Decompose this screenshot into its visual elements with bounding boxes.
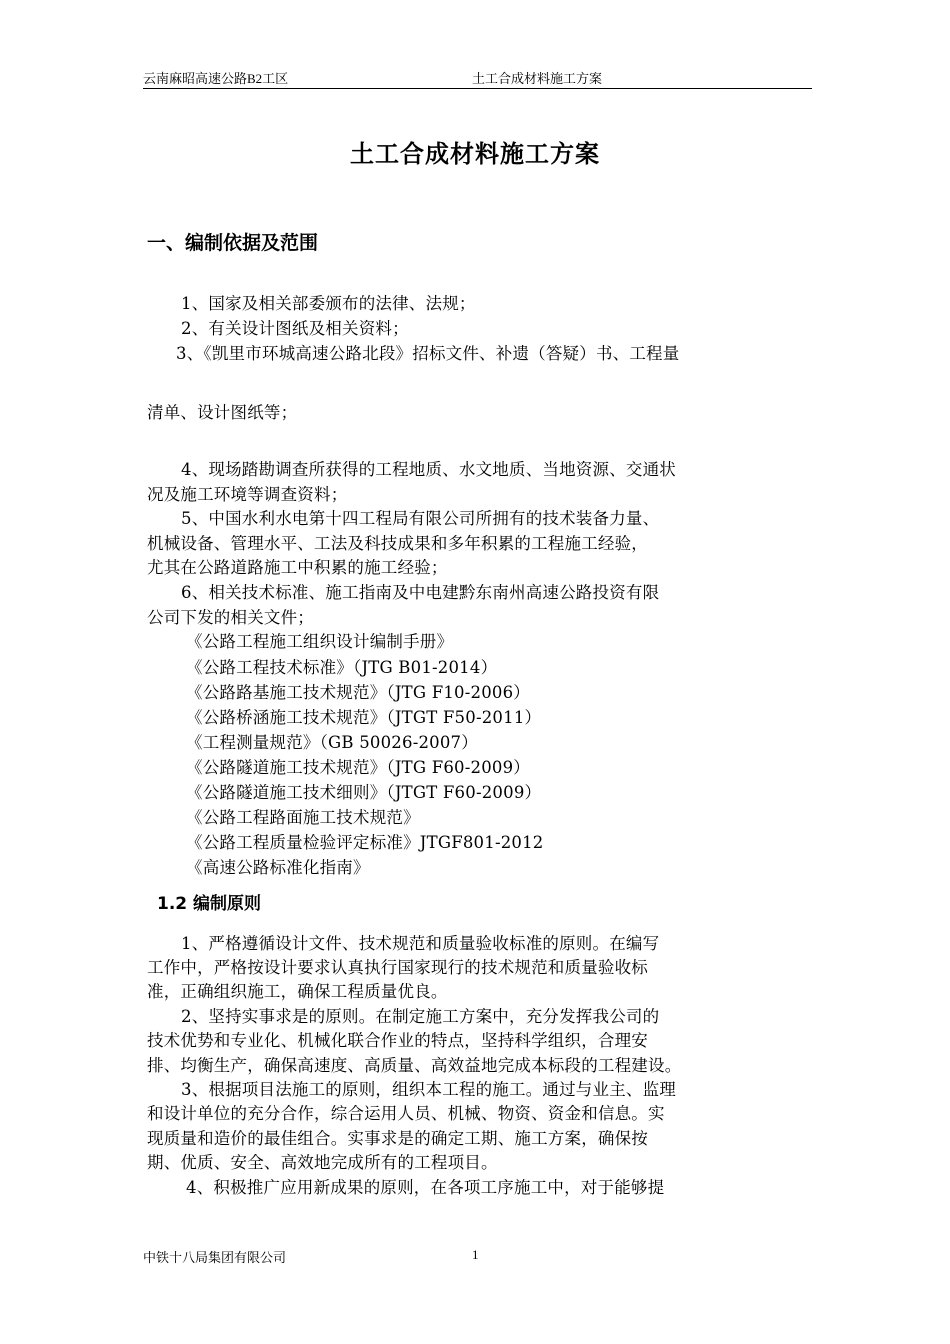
basis-item: 况及施工环境等调查资料； bbox=[147, 485, 348, 504]
basis-item: 6、相关技术标准、施工指南及中电建黔东南州高速公路投资有限 bbox=[181, 583, 660, 602]
basis-item: 4、现场踏勘调查所获得的工程地质、水文地质、当地资源、交通状 bbox=[181, 460, 676, 479]
principle-line: 现质量和造价的最佳组合。实事求是的确定工期、施工方案，确保按 bbox=[147, 1129, 648, 1148]
footer-page-number: 1 bbox=[472, 1247, 479, 1262]
principle-line: 1、严格遵循设计文件、技术规范和质量验收标准的原则。在编写 bbox=[181, 934, 660, 953]
principle-line: 2、坚持实事求是的原则。在制定施工方案中，充分发挥我公司的 bbox=[181, 1007, 660, 1026]
header-document-title: 土工合成材料施工方案 bbox=[472, 71, 603, 86]
footer-company: 中铁十八局集团有限公司 bbox=[143, 1250, 287, 1265]
header-divider bbox=[143, 88, 812, 89]
principle-line: 工作中，严格按设计要求认真执行国家现行的技术规范和质量验收标 bbox=[147, 958, 648, 977]
principle-line: 排、均衡生产，确保高速度、高质量、高效益地完成本标段的工程建设。 bbox=[147, 1056, 682, 1075]
section-heading-basis: 一、编制依据及范围 bbox=[147, 232, 319, 254]
basis-item: 公司下发的相关文件； bbox=[147, 608, 314, 627]
principle-line: 3、根据项目法施工的原则，组织本工程的施工。通过与业主、监理 bbox=[181, 1080, 676, 1099]
basis-item: 机械设备、管理水平、工法及科技成果和多年积累的工程施工经验， bbox=[147, 534, 648, 553]
page-header bbox=[143, 66, 812, 88]
principle-line: 4、积极推广应用新成果的原则，在各项工序施工中，对于能够提 bbox=[186, 1178, 665, 1197]
basis-item: 2、有关设计图纸及相关资料； bbox=[181, 319, 409, 338]
standard-item: 《公路工程质量检验评定标准》JTGF801-2012 bbox=[186, 833, 544, 852]
basis-item: 3、《凯里市环城高速公路北段》招标文件、补遗（答疑）书、工程量 bbox=[176, 344, 680, 363]
basis-item: 1、国家及相关部委颁布的法律、法规； bbox=[181, 294, 476, 313]
document-title: 土工合成材料施工方案 bbox=[350, 140, 600, 168]
standard-item: 《工程测量规范》（GB 50026-2007） bbox=[186, 733, 478, 752]
standard-item: 《公路桥涵施工技术规范》（JTGT F50-2011） bbox=[186, 708, 542, 727]
standard-item: 《公路工程施工组织设计编制手册》 bbox=[186, 632, 454, 651]
principle-line: 和设计单位的充分合作，综合运用人员、机械、物资、资金和信息。实 bbox=[147, 1104, 665, 1123]
header-project-name: 云南麻昭高速公路B2工区 bbox=[143, 71, 289, 86]
standard-item: 《公路路基施工技术规范》（JTG F10-2006） bbox=[186, 683, 531, 702]
standard-item: 《公路工程技术标准》（JTG B01-2014） bbox=[186, 658, 498, 677]
principle-line: 技术优势和专业化、机械化联合作业的特点，坚持科学组织，合理安 bbox=[147, 1031, 648, 1050]
standard-item: 《高速公路标准化指南》 bbox=[186, 858, 370, 877]
standard-item: 《公路工程路面施工技术规范》 bbox=[186, 808, 420, 827]
principle-line: 准，正确组织施工，确保工程质量优良。 bbox=[147, 982, 448, 1001]
section-heading-principles: 1.2 编制原则 bbox=[157, 894, 262, 914]
basis-item: 尤其在公路道路施工中积累的施工经验； bbox=[147, 558, 448, 577]
standard-item: 《公路隧道施工技术细则》（JTGT F60-2009） bbox=[186, 783, 542, 802]
standard-item: 《公路隧道施工技术规范》（JTG F60-2009） bbox=[186, 758, 531, 777]
principle-line: 期、优质、安全、高效地完成所有的工程项目。 bbox=[147, 1153, 498, 1172]
basis-item: 5、中国水利水电第十四工程局有限公司所拥有的技术装备力量、 bbox=[181, 509, 660, 528]
basis-item: 清单、设计图纸等； bbox=[147, 403, 298, 422]
